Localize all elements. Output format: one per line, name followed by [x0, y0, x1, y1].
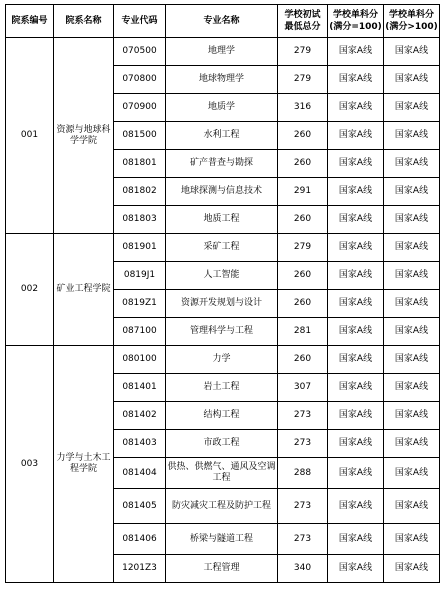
- total-score-cell: 281: [278, 318, 328, 346]
- major-code-cell: 081402: [114, 402, 166, 430]
- single-100-cell: 国家A线: [328, 346, 384, 374]
- major-name-cell: 资源开发规划与设计: [166, 290, 278, 318]
- header-total-score-line2: 最低总分: [284, 22, 321, 32]
- major-name-cell: 供热、供燃气、通风及空调工程: [166, 458, 278, 489]
- single-100-cell: 国家A线: [328, 178, 384, 206]
- single-100-cell: 国家A线: [328, 150, 384, 178]
- major-code-cell: 070800: [114, 66, 166, 94]
- major-name-cell: 岩土工程: [166, 374, 278, 402]
- total-score-cell: 260: [278, 122, 328, 150]
- single-100-cell: 国家A线: [328, 66, 384, 94]
- dept-name-cell: 资源与地球科学学院: [54, 38, 114, 234]
- major-code-cell: 081802: [114, 178, 166, 206]
- single-over100-cell: 国家A线: [384, 94, 440, 122]
- major-code-cell: 0819J1: [114, 262, 166, 290]
- major-code-cell: 081401: [114, 374, 166, 402]
- single-over100-cell: 国家A线: [384, 262, 440, 290]
- single-100-cell: 国家A线: [328, 374, 384, 402]
- single-100-cell: 国家A线: [328, 318, 384, 346]
- single-over100-cell: 国家A线: [384, 458, 440, 489]
- major-name-cell: 力学: [166, 346, 278, 374]
- single-100-cell: 国家A线: [328, 122, 384, 150]
- major-code-cell: 081406: [114, 524, 166, 555]
- table-row: [6, 38, 440, 66]
- total-score-cell: 273: [278, 489, 328, 524]
- major-code-cell: 081500: [114, 122, 166, 150]
- major-code-cell: 1201Z3: [114, 555, 166, 583]
- header-major-name: 专业名称: [166, 5, 278, 38]
- header-single-over100-line2: (满分>100): [385, 22, 438, 32]
- total-score-cell: 273: [278, 402, 328, 430]
- single-over100-cell: 国家A线: [384, 555, 440, 583]
- single-100-cell: 国家A线: [328, 38, 384, 66]
- single-100-cell: 国家A线: [328, 94, 384, 122]
- total-score-cell: 316: [278, 94, 328, 122]
- major-name-cell: 防灾减灾工程及防护工程: [166, 489, 278, 524]
- single-100-cell: 国家A线: [328, 206, 384, 234]
- total-score-cell: 260: [278, 262, 328, 290]
- single-100-cell: 国家A线: [328, 430, 384, 458]
- single-100-cell: 国家A线: [328, 524, 384, 555]
- total-score-cell: 288: [278, 458, 328, 489]
- total-score-cell: 340: [278, 555, 328, 583]
- single-over100-cell: 国家A线: [384, 290, 440, 318]
- dept-name-cell: 力学与土木工程学院: [54, 346, 114, 583]
- single-over100-cell: 国家A线: [384, 234, 440, 262]
- total-score-cell: 279: [278, 234, 328, 262]
- major-code-cell: 070900: [114, 94, 166, 122]
- single-over100-cell: 国家A线: [384, 489, 440, 524]
- single-100-cell: 国家A线: [328, 290, 384, 318]
- major-code-cell: 081901: [114, 234, 166, 262]
- major-name-cell: 地理学: [166, 38, 278, 66]
- header-dept-name: 院系名称: [54, 5, 114, 38]
- header-major-code: 专业代码: [114, 5, 166, 38]
- table-row: [6, 234, 440, 262]
- single-over100-cell: 国家A线: [384, 524, 440, 555]
- total-score-cell: 260: [278, 290, 328, 318]
- header-total-score: [278, 5, 328, 38]
- single-over100-cell: 国家A线: [384, 38, 440, 66]
- header-dept-code: 院系编号: [6, 5, 54, 38]
- dept-code-cell: 002: [6, 234, 54, 346]
- total-score-cell: 307: [278, 374, 328, 402]
- header-single-100: [328, 5, 384, 38]
- header-single-100-line1: 学校单科分: [332, 10, 378, 20]
- header-single-over100: [384, 5, 440, 38]
- major-code-cell: 087100: [114, 318, 166, 346]
- major-name-cell: 地球探测与信息技术: [166, 178, 278, 206]
- major-name-cell: 人工智能: [166, 262, 278, 290]
- single-100-cell: 国家A线: [328, 234, 384, 262]
- major-name-cell: 市政工程: [166, 430, 278, 458]
- dept-code-cell: 003: [6, 346, 54, 583]
- total-score-cell: 279: [278, 66, 328, 94]
- major-name-cell: 地质工程: [166, 206, 278, 234]
- table-body: [6, 38, 440, 583]
- single-100-cell: 国家A线: [328, 262, 384, 290]
- single-over100-cell: 国家A线: [384, 206, 440, 234]
- major-name-cell: 结构工程: [166, 402, 278, 430]
- major-name-cell: 工程管理: [166, 555, 278, 583]
- single-over100-cell: 国家A线: [384, 66, 440, 94]
- total-score-cell: 279: [278, 38, 328, 66]
- major-name-cell: 管理科学与工程: [166, 318, 278, 346]
- dept-name-cell: 矿业工程学院: [54, 234, 114, 346]
- total-score-cell: 260: [278, 206, 328, 234]
- single-over100-cell: 国家A线: [384, 318, 440, 346]
- single-over100-cell: 国家A线: [384, 346, 440, 374]
- header-single-over100-line1: 学校单科分: [388, 10, 434, 20]
- single-over100-cell: 国家A线: [384, 178, 440, 206]
- dept-code-cell: 001: [6, 38, 54, 234]
- single-100-cell: 国家A线: [328, 555, 384, 583]
- single-over100-cell: 国家A线: [384, 430, 440, 458]
- major-code-cell: 081405: [114, 489, 166, 524]
- header-total-score-line1: 学校初试: [284, 10, 321, 20]
- major-name-cell: 桥梁与隧道工程: [166, 524, 278, 555]
- total-score-cell: 291: [278, 178, 328, 206]
- major-name-cell: 地球物理学: [166, 66, 278, 94]
- single-over100-cell: 国家A线: [384, 374, 440, 402]
- score-table: [5, 4, 440, 583]
- table-row: [6, 346, 440, 374]
- major-code-cell: 081803: [114, 206, 166, 234]
- major-code-cell: 0819Z1: [114, 290, 166, 318]
- total-score-cell: 273: [278, 430, 328, 458]
- single-over100-cell: 国家A线: [384, 122, 440, 150]
- single-100-cell: 国家A线: [328, 402, 384, 430]
- major-code-cell: 070500: [114, 38, 166, 66]
- major-code-cell: 081801: [114, 150, 166, 178]
- major-name-cell: 地质学: [166, 94, 278, 122]
- header-row: [6, 5, 440, 38]
- major-name-cell: 采矿工程: [166, 234, 278, 262]
- single-over100-cell: 国家A线: [384, 150, 440, 178]
- major-name-cell: 水利工程: [166, 122, 278, 150]
- major-code-cell: 081404: [114, 458, 166, 489]
- major-code-cell: 080100: [114, 346, 166, 374]
- single-100-cell: 国家A线: [328, 458, 384, 489]
- header-single-100-line2: (满分=100): [329, 22, 382, 32]
- total-score-cell: 260: [278, 346, 328, 374]
- single-over100-cell: 国家A线: [384, 402, 440, 430]
- major-name-cell: 矿产普查与勘探: [166, 150, 278, 178]
- single-100-cell: 国家A线: [328, 489, 384, 524]
- major-code-cell: 081403: [114, 430, 166, 458]
- total-score-cell: 273: [278, 524, 328, 555]
- total-score-cell: 260: [278, 150, 328, 178]
